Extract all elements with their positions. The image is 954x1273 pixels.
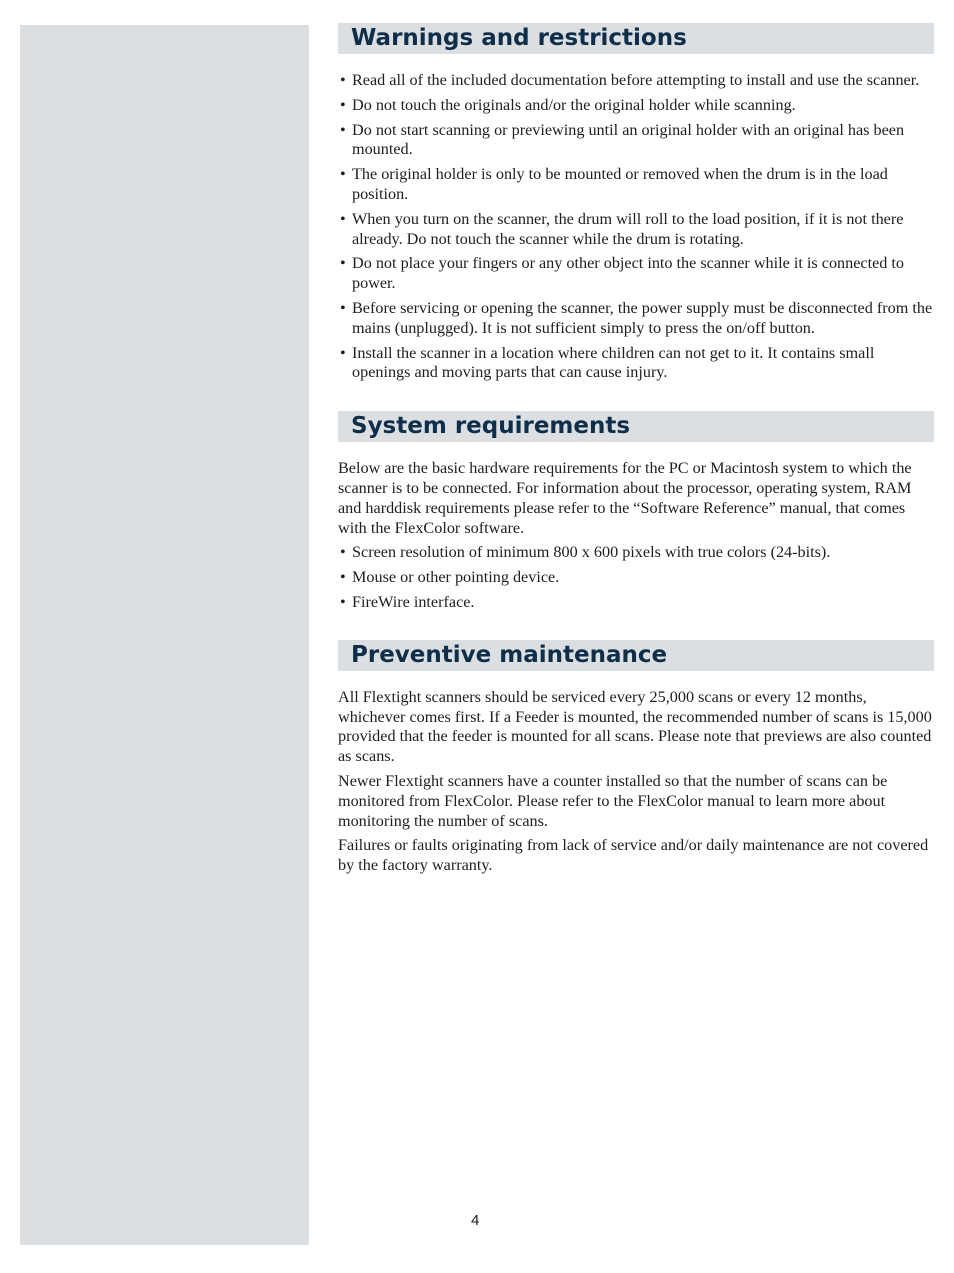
requirements-list <box>338 543 934 612</box>
page-number: 4 <box>471 1212 480 1229</box>
warnings-heading: Warnings and restrictions <box>351 25 687 51</box>
bullet-icon: • <box>340 95 346 114</box>
maintenance-body <box>338 688 934 876</box>
warning-text: Install the scanner in a location where children can not get to it. It contains small openings and moving parts that can cause injury. <box>352 343 875 382</box>
requirements-heading: System requirements <box>351 413 631 440</box>
bullet-icon: • <box>340 165 346 184</box>
list-item <box>338 568 934 588</box>
warning-text: When you turn on the scanner, the drum will roll to the load position, if it is not there already. Do not touch the scanner while the drum is rotating. <box>352 209 904 248</box>
bullet-icon: • <box>340 209 346 228</box>
warnings-heading-band <box>338 23 934 54</box>
maintenance-heading-band <box>338 640 934 671</box>
warning-text: The original holder is only to be mounted or removed when the drum is in the load position. <box>352 165 888 203</box>
warning-text: Do not touch the originals and/or the original holder while scanning. <box>352 95 796 114</box>
requirements-heading-band <box>338 411 934 442</box>
bullet-icon: • <box>340 120 346 139</box>
list-item <box>338 593 934 613</box>
list-item <box>338 344 934 384</box>
bullet-icon: • <box>340 298 346 317</box>
warnings-section <box>338 23 934 383</box>
list-item <box>338 165 934 205</box>
requirement-text: Screen resolution of minimum 800 x 600 pixels with true colors (24-bits). <box>352 543 831 562</box>
warning-text: Before servicing or opening the scanner, the power supply must be disconnected from the mains (unplugged). It is not sufficient simply to press the on/off button. <box>352 298 933 337</box>
list-item <box>338 71 934 91</box>
bullet-icon: • <box>340 568 346 587</box>
bullet-icon: • <box>340 343 346 362</box>
requirements-intro: Below are the basic hardware requirements for the PC or Macintosh system to which the scanner is to be connected. For information about the processor, operating system, RAM and harddisk requirements please refer to the “Software Reference” manual, that comes with the FlexColor software. <box>338 459 912 537</box>
warning-text: Do not place your fingers or any other object into the scanner while it is connected to power. <box>352 254 905 293</box>
list-item <box>338 543 934 563</box>
list-item <box>338 254 934 294</box>
list-item <box>338 299 934 339</box>
bullet-icon: • <box>340 254 346 273</box>
warnings-list <box>338 71 934 383</box>
bullet-icon: • <box>340 543 346 562</box>
warning-text: Read all of the included documentation before attempting to install and use the scanner. <box>352 71 920 89</box>
list-item <box>338 210 934 250</box>
maintenance-paragraph: Newer Flextight scanners have a counter installed so that the number of scans can be monitored from FlexColor. Please refer to the FlexColor manual to learn more about monitoring the number of scans. <box>338 771 888 830</box>
list-item <box>338 121 934 161</box>
maintenance-paragraph: All Flextight scanners should be serviced every 25,000 scans or every 12 months, whichever comes first. If a Feeder is mounted, the recommended number of scans is 15,000 provided that the feeder is mounted for all scans. Please note that previews are also counted as scans. <box>338 687 932 766</box>
requirement-text: FireWire interface. <box>352 592 475 611</box>
maintenance-heading: Preventive maintenance <box>351 641 668 668</box>
page-content <box>338 23 934 881</box>
bullet-icon: • <box>340 71 346 89</box>
maintenance-section <box>338 640 934 876</box>
bullet-icon: • <box>340 592 346 611</box>
requirement-text: Mouse or other pointing device. <box>352 568 560 587</box>
maintenance-paragraph: Failures or faults originating from lack of service and/or daily maintenance are not covered by the factory warranty. <box>338 836 929 875</box>
sidebar-panel <box>20 25 309 1245</box>
requirements-section <box>338 411 934 613</box>
warning-text: Do not start scanning or previewing until an original holder with an original has been mounted. <box>352 120 905 159</box>
list-item <box>338 96 934 116</box>
